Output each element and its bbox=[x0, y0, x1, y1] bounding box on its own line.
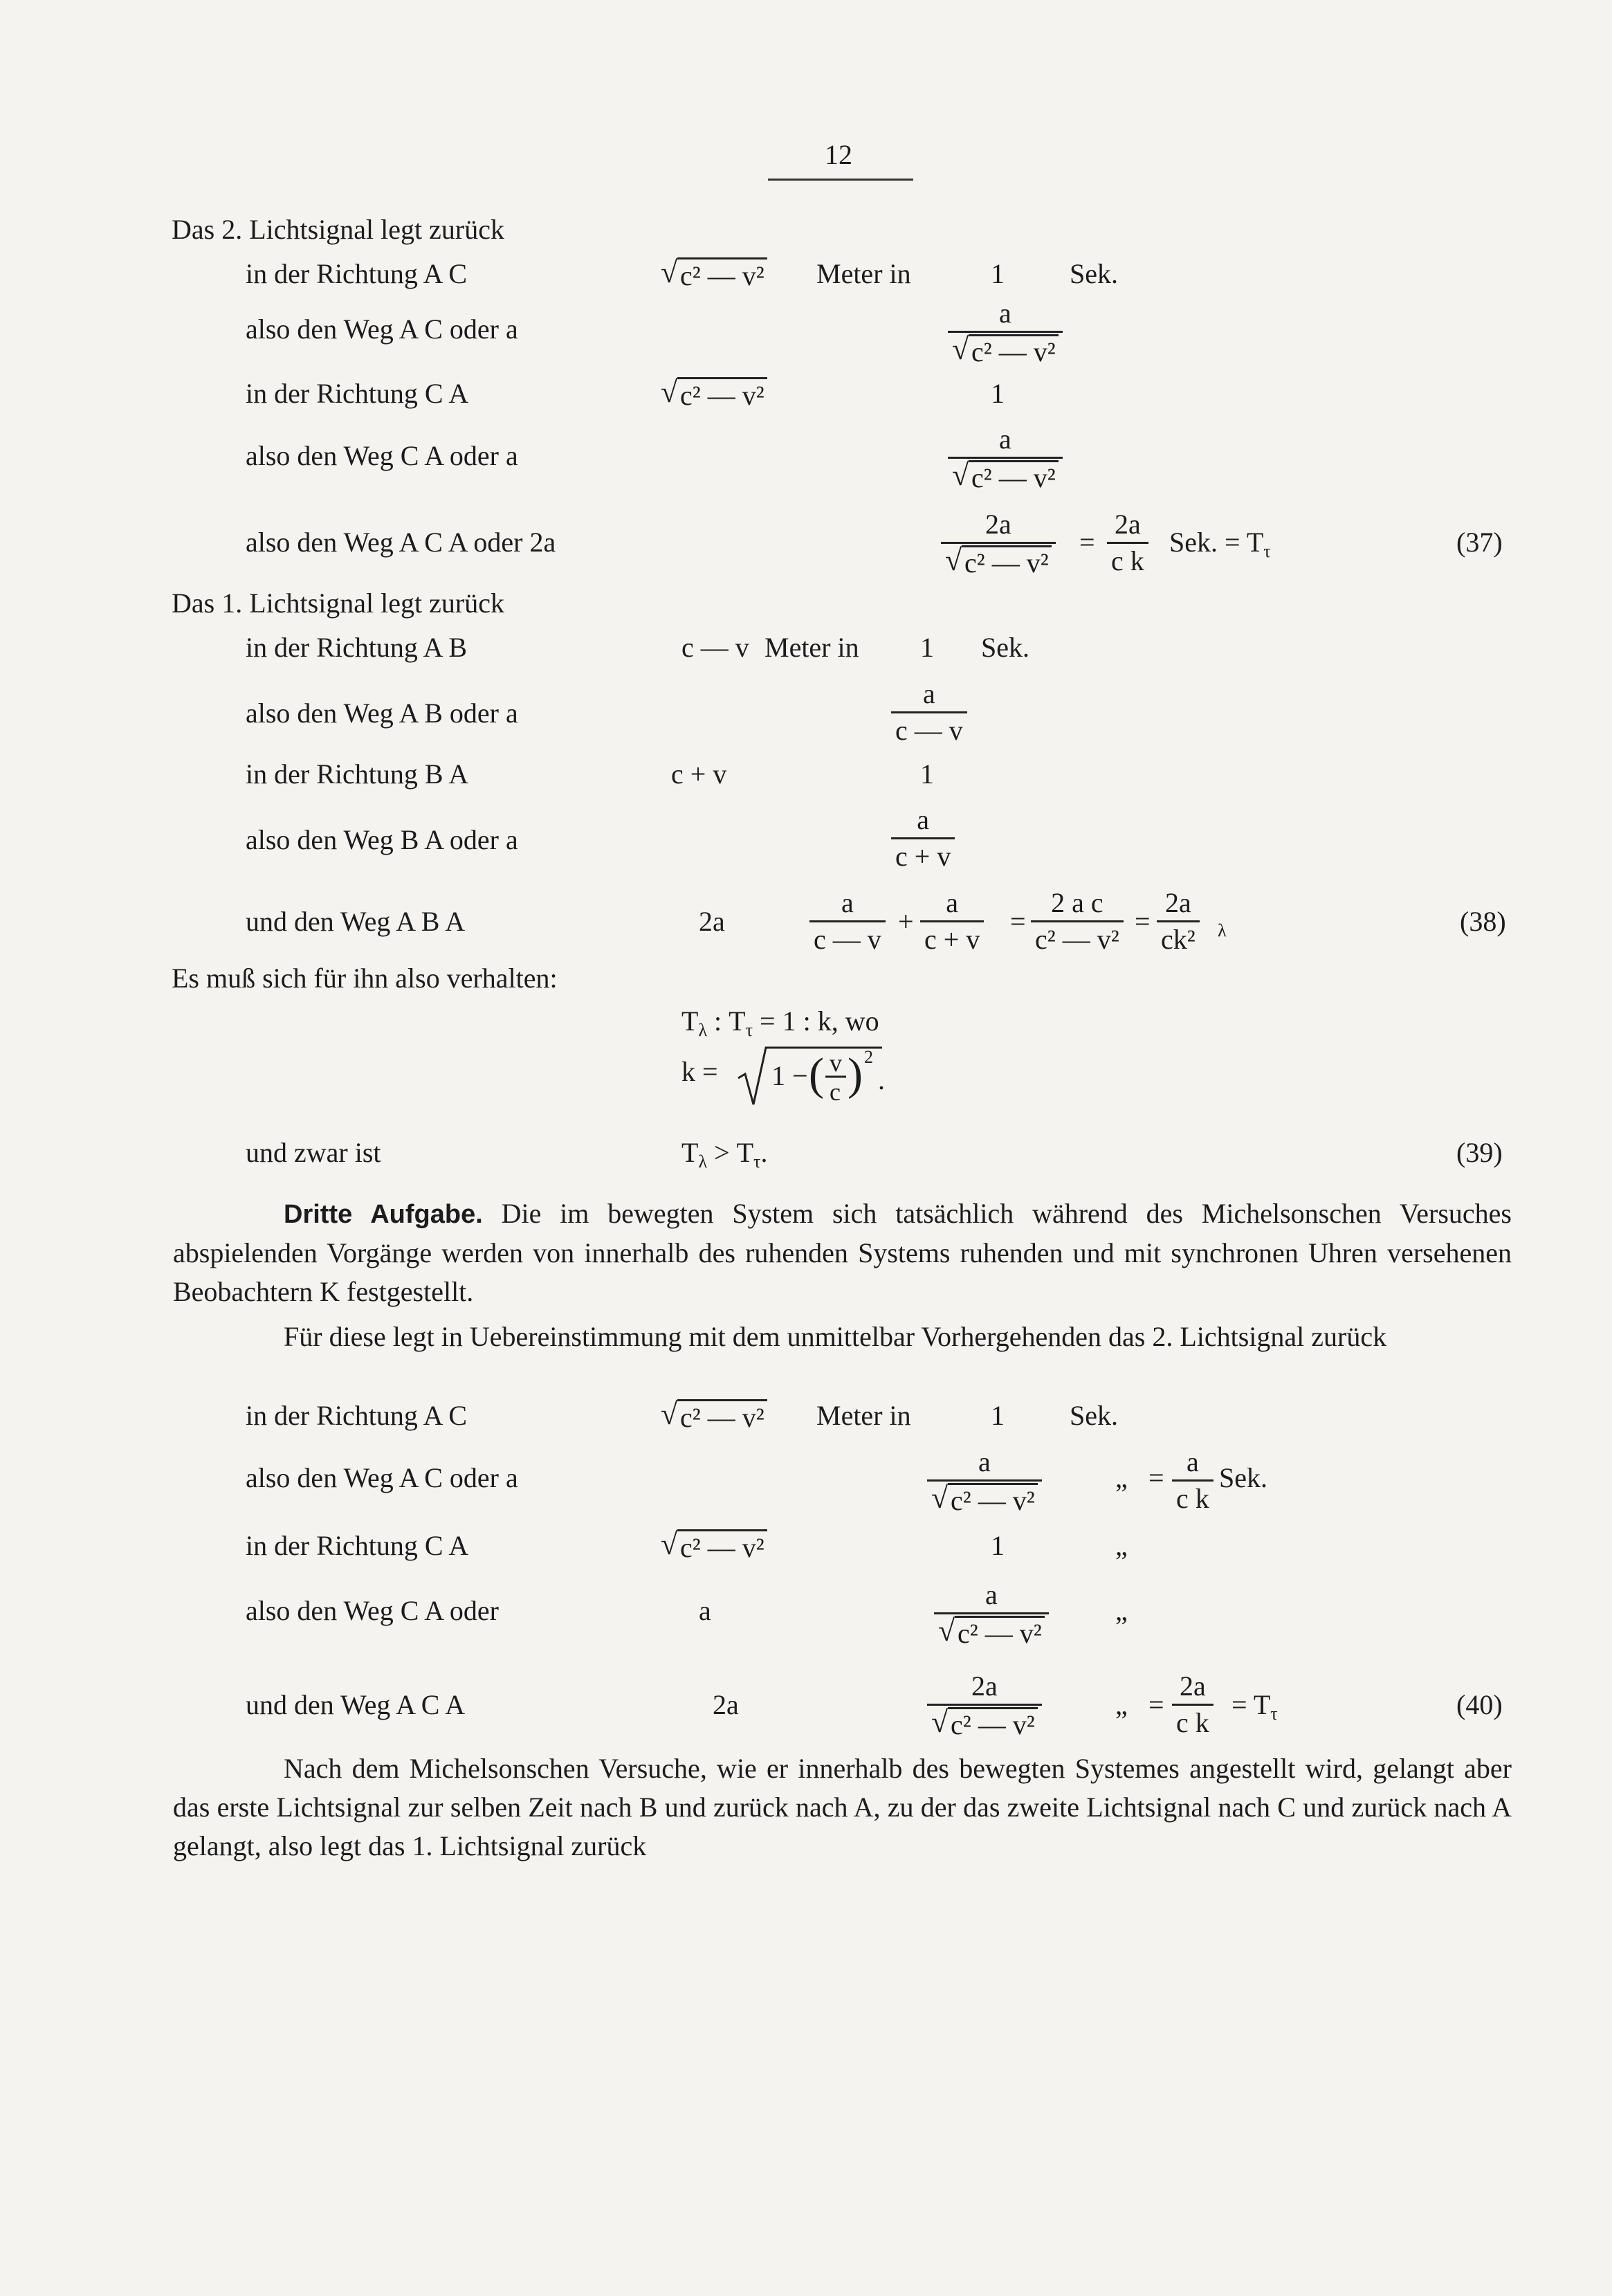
dir-ca-speed: √ c² — v² bbox=[661, 377, 767, 412]
und-aca-label: und den Weg A C A bbox=[246, 1689, 466, 1720]
dir-ca-label: in der Richtung C A bbox=[246, 378, 469, 409]
dir-ca2-one: 1 bbox=[991, 1530, 1005, 1561]
dir-ac2-speed: √ c² — v² bbox=[661, 1399, 767, 1434]
eq38-frac2: $\frac{a}{c + v}$ bbox=[920, 887, 984, 956]
eq40-number: (40) bbox=[1456, 1689, 1503, 1720]
dir-ac2-one: 1 bbox=[991, 1400, 1005, 1431]
dir-ab-label: in der Richtung A B bbox=[246, 632, 467, 663]
dir-ac-meter: Meter in bbox=[816, 258, 911, 289]
dir-ab-speed: c — v bbox=[681, 632, 749, 663]
dir-ba-label: in der Richtung B A bbox=[246, 758, 469, 790]
und-aca-2a: 2a bbox=[713, 1689, 739, 1720]
eq38-eq1: = bbox=[1010, 906, 1026, 937]
dritte-aufgabe-title: Dritte Aufgabe. bbox=[284, 1200, 483, 1229]
eq40-eq: = bbox=[1148, 1689, 1164, 1720]
weg-ca2-time: a √ c² — v² bbox=[934, 1579, 1049, 1650]
svg-text:k =: k = bbox=[681, 1056, 718, 1087]
eq37-number: (37) bbox=[1456, 527, 1503, 558]
svg-text:c: c bbox=[830, 1078, 841, 1106]
weg-ac2-eq: = bbox=[1148, 1462, 1164, 1493]
und-aca-time: 2a √ c² — v² bbox=[927, 1670, 1042, 1741]
eq38-frac1: $\frac{a}{c — v}$ bbox=[809, 887, 886, 956]
dir-ac2-meter: Meter in bbox=[816, 1400, 911, 1431]
dir-ac2-sek: Sek. bbox=[1070, 1400, 1118, 1431]
weg-ac2-a-ck: $\frac{a}{\text{c k}}$ bbox=[1172, 1446, 1213, 1515]
weg-aca-time: 2a √ c² — v² bbox=[941, 509, 1056, 579]
weg-ac-label: also den Weg A C oder a bbox=[246, 313, 518, 345]
dir-ac-sek: Sek. bbox=[1070, 258, 1118, 289]
weg-ca2-label: also den Weg C A oder bbox=[246, 1595, 499, 1626]
fuer-diese-paragraph: Für diese legt in Uebereinstimmung mit dem unmittelbar Vorhergehenden das 2. Lichtsignal zurück bbox=[284, 1321, 1387, 1352]
und-aba-label: und den Weg A B A bbox=[246, 906, 466, 937]
eq38-result: λ bbox=[1218, 920, 1227, 940]
dir-ba-one: 1 bbox=[920, 758, 934, 790]
svg-text:v: v bbox=[830, 1049, 842, 1077]
dir-ca-one: 1 bbox=[991, 378, 1005, 409]
eq37-result: Sek. = $T_\tau$ bbox=[1169, 527, 1271, 561]
dir-ac-speed: √ c² — v² bbox=[661, 257, 767, 293]
eq38-frac3: $\frac{\text{2 a c}}{\text{c² — v²}}$ bbox=[1031, 887, 1124, 956]
dir-ab-sek: Sek. bbox=[981, 632, 1029, 663]
dir-ac-label: in der Richtung A C bbox=[246, 258, 467, 289]
weg-ca-label: also den Weg C A oder a bbox=[246, 440, 518, 471]
eq37-equals: = bbox=[1079, 527, 1095, 558]
weg-ba-label: also den Weg B A oder a bbox=[246, 824, 518, 855]
dir-ca2-label: in der Richtung C A bbox=[246, 1530, 469, 1561]
ratio-line: $T_\lambda$ : $T_\tau = 1$ : k, wo bbox=[681, 1005, 879, 1040]
weg-ac2-quote: „ bbox=[1115, 1462, 1128, 1493]
weg-ac2-label: also den Weg A C oder a bbox=[246, 1462, 518, 1493]
svg-text:2: 2 bbox=[864, 1047, 873, 1067]
svg-text:.: . bbox=[878, 1064, 885, 1095]
dir-ac2-label: in der Richtung A C bbox=[246, 1400, 467, 1431]
weg-ac-time: a √ c² — v² bbox=[948, 298, 1063, 368]
dir-ca2-quote: „ bbox=[1115, 1530, 1128, 1561]
header-rule bbox=[768, 179, 913, 181]
dir-ca2-speed: √ c² — v² bbox=[661, 1529, 767, 1565]
ineq39: $T_\lambda > T_\tau$. bbox=[681, 1137, 768, 1172]
dir-ab-meter: Meter in bbox=[764, 632, 859, 663]
weg-ac2-sek: Sek. bbox=[1219, 1462, 1267, 1493]
page-number: 12 bbox=[825, 139, 852, 170]
eq38-plus: + bbox=[898, 906, 914, 937]
eq38-eq2: = bbox=[1135, 906, 1151, 937]
svg-text:(: ( bbox=[809, 1049, 824, 1100]
dir-ac-one: 1 bbox=[991, 258, 1005, 289]
eq38-number: (38) bbox=[1460, 906, 1506, 937]
eq40-result: = $T_\tau$ bbox=[1231, 1689, 1278, 1724]
dir-ab-one: 1 bbox=[920, 632, 934, 663]
nach-dem-paragraph: Nach dem Michelsonschen Versuche, wie er innerhalb des bewegten Systemes angestellt wird, gelangt aber das erste Lichtsignal zur selben Zeit nach B und zurück nach A, zu der das zweite Lichtsignal nach C und zurück nach A gelangt, also legt das 1. Lichtsignal zurück bbox=[173, 1753, 1512, 1861]
eq38-frac4: $\frac{2a}{\text{ck²}}$ bbox=[1157, 887, 1200, 956]
k-formula bbox=[681, 1038, 889, 1121]
und-aba-2a: 2a bbox=[699, 906, 725, 937]
weg-ca2-a: a bbox=[699, 1595, 711, 1626]
eq37-fraction: $\frac{2a}{\text{c k}}$ bbox=[1107, 509, 1148, 577]
svg-text:): ) bbox=[848, 1049, 863, 1100]
dritte-aufgabe-paragraph bbox=[173, 1194, 1512, 1311]
weg-aca-label: also den Weg A C A oder 2a bbox=[246, 527, 556, 558]
signal1-intro: Das 1. Lichtsignal legt zurück bbox=[172, 587, 504, 619]
dir-ba-speed: c + v bbox=[671, 758, 727, 790]
weg-ac2-time: a √ c² — v² bbox=[927, 1446, 1042, 1517]
und-zwar-label: und zwar ist bbox=[246, 1137, 381, 1168]
dritte-aufgabe-body: Die im bewegten System sich tatsächlich während des Michelsonschen Versuches abspielenden Vorgänge werden von innerhalb des ruhenden Systems ruhenden und mit synchronen Uhren versehenen Beobachtern K festgestellt. bbox=[173, 1198, 1512, 1307]
weg-ca-time: a √ c² — v² bbox=[948, 423, 1063, 494]
und-aca-quote: „ bbox=[1115, 1689, 1128, 1720]
eq40-fraction: $\frac{2a}{\text{c k}}$ bbox=[1172, 1670, 1213, 1739]
weg-ba-time: $\frac{a}{c + v}$ bbox=[891, 804, 955, 873]
weg-ab-label: also den Weg A B oder a bbox=[246, 698, 518, 729]
eq39-number: (39) bbox=[1456, 1137, 1503, 1168]
weg-ab-time: $\frac{a}{c — v}$ bbox=[891, 678, 967, 747]
es-muss-line: Es muß sich für ihn also verhalten: bbox=[172, 963, 558, 994]
weg-ca2-quote: „ bbox=[1115, 1595, 1128, 1626]
svg-text:1 −: 1 − bbox=[771, 1060, 808, 1091]
signal2-intro: Das 2. Lichtsignal legt zurück bbox=[172, 214, 504, 245]
